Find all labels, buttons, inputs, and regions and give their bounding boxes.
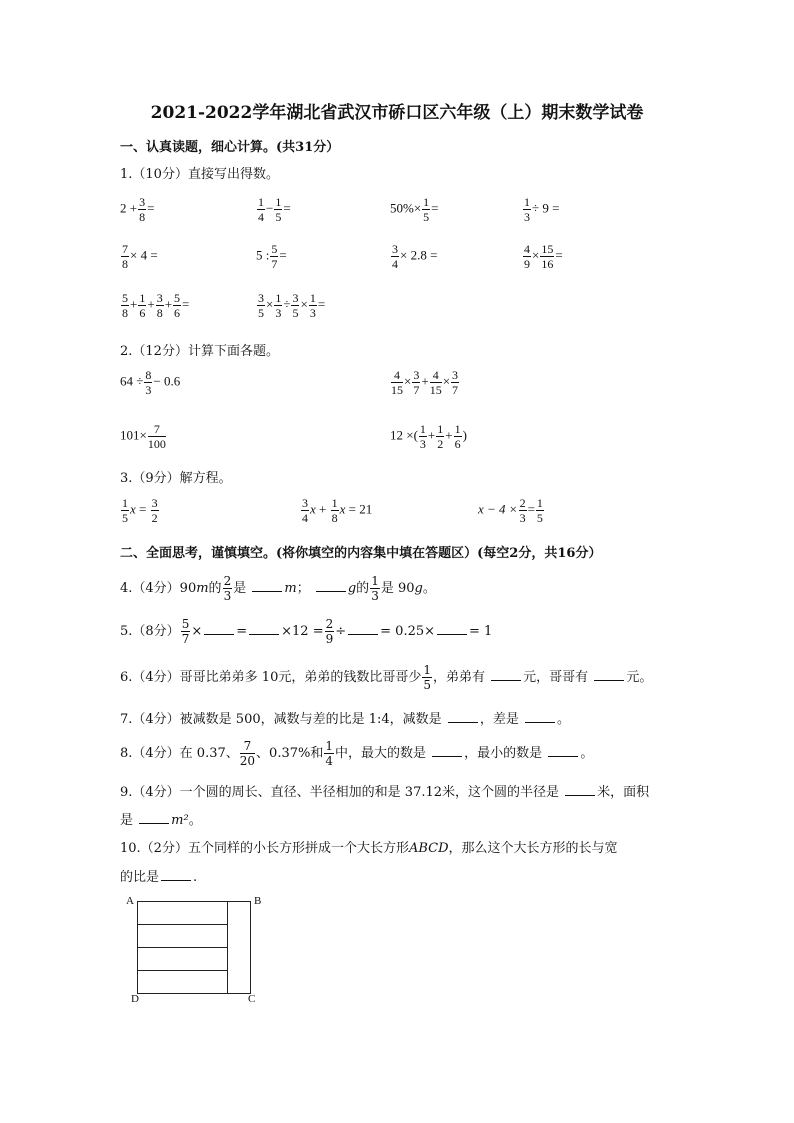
q2-expr-4: 12 ×( $\frac{1}{3}$ + $\frac{1}{2}$ + $\frac{1}{6}$ ) bbox=[390, 422, 467, 451]
q6: 6.（4分）哥哥比弟弟多 10元，弟弟的钱数比哥哥少 $\frac{1}{5}$ ，弟弟有 元，哥哥有 元。 bbox=[120, 663, 653, 692]
section-2-heading: 二、全面思考，谨慎填空。(将你填空的内容集中填在答题区）(每空2分，共16分） bbox=[120, 546, 602, 561]
answer-blank[interactable] bbox=[491, 679, 521, 681]
q2-expr-3: 101× $\frac{7}{100}$ bbox=[120, 422, 166, 451]
horizontal-divider bbox=[137, 924, 228, 925]
q1-item-3: 50%× $\frac{1}{5}$ = bbox=[390, 195, 439, 224]
q3-eq-3: x − 4 × $\frac{2}{3}$ = $\frac{1}{5}$ bbox=[478, 496, 543, 525]
q2-expr-1: 64 ÷ $\frac{8}{3}$ − 0.6 bbox=[120, 368, 181, 397]
q3-eq-2: $\frac{3}{4}$ x + $\frac{1}{8}$ x = 21 bbox=[302, 496, 373, 525]
answer-blank[interactable] bbox=[448, 721, 478, 723]
q3-label: 3.（9分）解方程。 bbox=[120, 471, 232, 486]
q1-label: 1.（10分）直接写出得数。 bbox=[120, 167, 279, 182]
label-A: A bbox=[126, 895, 134, 907]
answer-blank[interactable] bbox=[348, 633, 378, 635]
q4: 4.（4分）90m的 $\frac{2}{3}$ 是 m； g的 $\frac{1}{3}$ 是 90g。 bbox=[120, 574, 436, 603]
section-1-heading: 一、认真读题，细心计算。(共31分） bbox=[120, 140, 340, 155]
q2-label: 2.（12分）计算下面各题。 bbox=[120, 344, 279, 359]
answer-blank[interactable] bbox=[548, 755, 578, 757]
q1-item-5: $\frac{7}{8}$ × 4 = bbox=[122, 242, 158, 271]
answer-blank[interactable] bbox=[204, 633, 234, 635]
q3-eq-1: $\frac{1}{5}$ x = $\frac{3}{2}$ bbox=[122, 496, 158, 525]
q8: 8.（4分）在 0.37、 $\frac{7}{20}$ 、0.37%和 $\frac{1}{4}$ 中，最大的数是 ，最小的数是 。 bbox=[120, 739, 594, 768]
answer-blank[interactable] bbox=[594, 679, 624, 681]
q10-line-2: 的比是 . bbox=[120, 870, 198, 885]
q9-line-1: 9.（4分）一个圆的周长、直径、半径相加的和是 37.12米，这个圆的半径是 米，面积 bbox=[120, 785, 650, 800]
answer-blank[interactable] bbox=[252, 590, 282, 592]
answer-blank[interactable] bbox=[437, 633, 467, 635]
horizontal-divider bbox=[137, 947, 228, 948]
answer-blank[interactable] bbox=[432, 755, 462, 757]
q1-item-8: $\frac{4}{9}$ × $\frac{15}{16}$ = bbox=[524, 242, 563, 271]
horizontal-divider bbox=[137, 970, 228, 971]
answer-blank[interactable] bbox=[525, 721, 555, 723]
q7: 7.（4分）被减数是 500，减数与差的比是 1:4，减数是 ，差是 。 bbox=[120, 712, 570, 727]
q1-item-10: $\frac{3}{5}$ × $\frac{1}{3}$ ÷ $\frac{3}{5}$ × $\frac{1}{3}$ = bbox=[258, 291, 326, 320]
answer-blank[interactable] bbox=[565, 794, 595, 796]
answer-blank[interactable] bbox=[139, 822, 169, 824]
q5: 5.（8分） $\frac{5}{7}$ × = ×12 = $\frac{2}{9}$ ÷ = 0.25× = 1 bbox=[120, 617, 493, 646]
q1-item-1: 2 + $\frac{3}{8}$ = bbox=[120, 195, 155, 224]
page-title: 2021-2022学年湖北省武汉市硚口区六年级（上）期末数学试卷 bbox=[150, 103, 644, 123]
q1-item-7: $\frac{3}{4}$ × 2.8 = bbox=[392, 242, 438, 271]
answer-blank[interactable] bbox=[316, 590, 346, 592]
q1-item-9: $\frac{5}{8}$ + $\frac{1}{6}$ + $\frac{3}{8}$ + $\frac{5}{6}$ = bbox=[122, 291, 190, 320]
label-D: D bbox=[131, 993, 139, 1005]
label-B: B bbox=[254, 895, 262, 907]
q1-item-4: $\frac{1}{3}$ ÷ 9 = bbox=[524, 195, 560, 224]
answer-blank[interactable] bbox=[161, 879, 191, 881]
q1-item-6: 5 : $\frac{5}{7}$ = bbox=[256, 242, 287, 271]
q1-item-2: $\frac{1}{4}$ − $\frac{1}{5}$ = bbox=[258, 195, 291, 224]
q10-line-1: 10.（2分）五个同样的小长方形拼成一个大长方形ABCD，那么这个大长方形的长与宽 bbox=[120, 841, 618, 856]
label-C: C bbox=[248, 993, 256, 1005]
q9-line-2: 是 m²。 bbox=[120, 813, 202, 828]
q2-expr-2: $\frac{4}{15}$ × $\frac{3}{7}$ + $\frac{4}{15}$ × $\frac{3}{7}$ bbox=[391, 368, 459, 397]
answer-blank[interactable] bbox=[249, 633, 279, 635]
